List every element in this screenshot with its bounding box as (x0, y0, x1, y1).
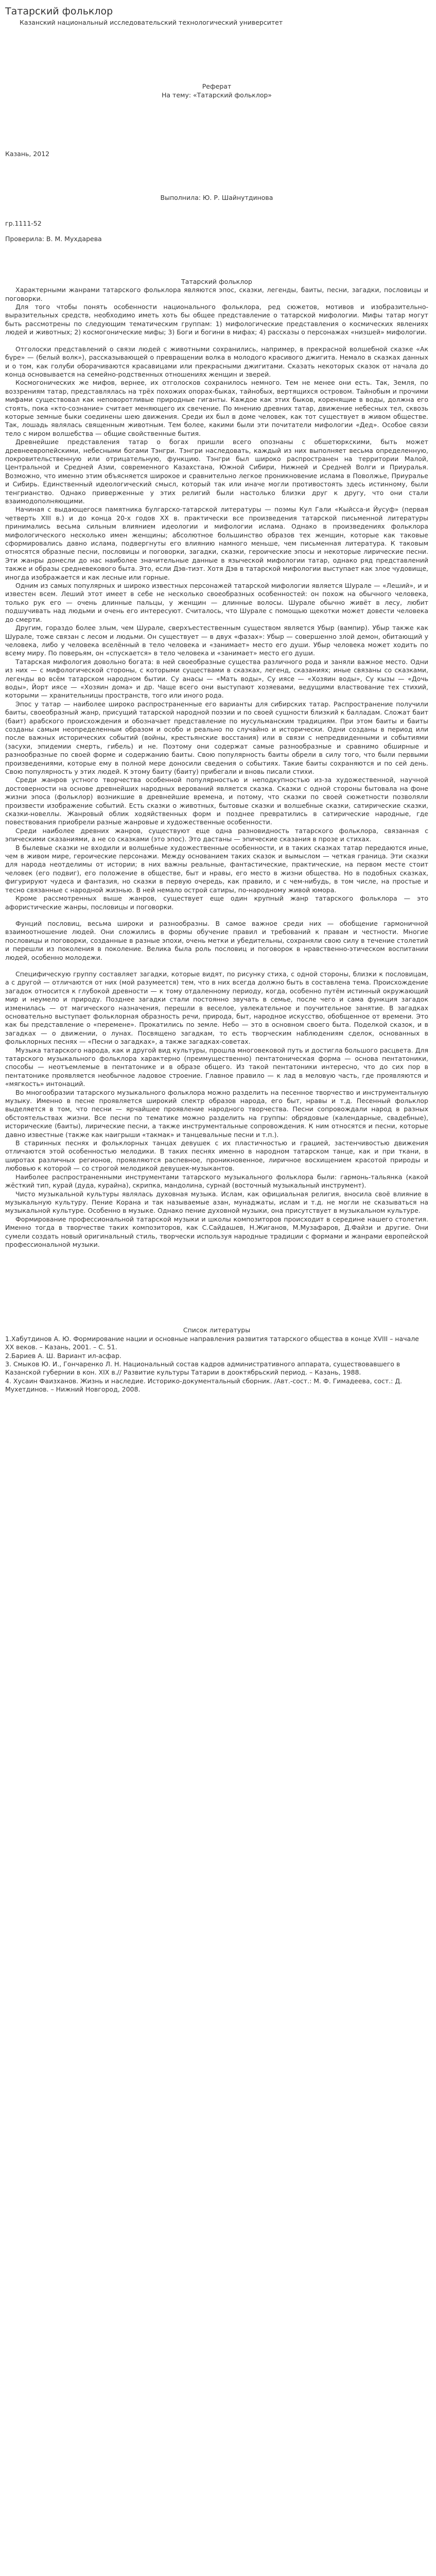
paragraph: Фунций пословиц, весьма широки и разнообразны. В самое важное среди них — обобщение гармоничной взаимоотношение людей. Они сложились в формы обучение правил и требований к правам и честности. Многие пословицы и поговорки, созданные в разные эпохи, очень метки и убедительны, сохраняли свою силу в течение столетий и перешли из поколения в поколение. Велика была роль пословиц и поговорок в нравственно-этическом воспитании людей, особенно молодежи. (5, 919, 428, 961)
document (5, 0, 428, 1394)
body-heading: Татарский фольклор (181, 277, 252, 285)
page-title: Татарский фольклор (5, 6, 113, 17)
paragraph: Для того чтобы понять особенности национального фольклора, ред сюжетов, мотивов и изобразительно-выразительных средств, необходимо иметь хоть бы общее представление о татарской мифологии. Мифы татар могут быть рассмотрены по следующим тематическим группам: 1) мифологические представления о космических явлениях людей и животных; 2) космогонические мифы; 3) Боги и богини в мифах; 4) рассказы о персонажах «низшей» мифологии. (5, 303, 428, 336)
paragraph: Эпос у татар — наиболее широко распространенные его варианты для сибирских татар. Распространение получили баиты, своеобразный жанр, присущий татарской народной поэзии и по своей сущности близкий к балладам. Сложат баит (баит) арабского происхождения и обозначает представление по мусульманским традициям. При этом баиты и баиты созданы самым неопределенным образом и особо и реально по случайно и исторически. Одни созданы в период или после важных исторических событий (войны, крестьянские восстания) или в связи с непредвиденными и событиями (засухи, эпидемии смерть, гибель) и не. Поэтому они содержат самые разнообразные и сравнимо обширные и разнообразные по своей форме и содержанию баиты. Свою популярность баиты обрели в силу того, что были первыми произведениями, которые ему в полной мере доносили сведения о событиях. Такие баиты сохраняются и по сей день. Свою популярность у этих людей. К этому баиту (баиту) прибегали и вновь писали стихи. (5, 700, 428, 775)
paragraph: Во многообразии татарского музыкального фольклора можно разделить на песенное творчество и инструментальную музыку. Именно в песне проявляется широкий спектр образов народа, его быт, нравы и т.д. Песенный фольклор выделяется в том, что песни — ярчайшее проявление народного творчества. Песни сопровождали народ в разных обстоятельствах жизни. Все песни по тематике можно разделить на группы: обрядовые (календарные, свадебные), исторические (баиты), лирические песни, а также инструментальные сопровождения. К ним относятся и песни, которые давно известные (также как наигрыши «такмак» и танцевальные песни и т.п.). (5, 1088, 428, 1139)
doc-type: Реферат (202, 82, 232, 91)
spacer (5, 244, 428, 278)
paragraph: Космогонических же мифов, вернее, их отголосков сохранилось немного. Тем не менее они есть. Так, Земля, по воззрениям татар, представлялась на трёх похожих опорах-быках, тайнобых, вертящихся островом. Тайнобым и прочими мифами существовал как неповоротливые природные гиганты. Каждое как этих быков, коренящие в воды, должна его стоять, пока «кто-сознание» считает меняющего их свечение. По мнению древних татар, движение небесных тел, сквозь которые земные быки соединены шею движения. Среди их был в доме человек, как тот существует в живом обществе. Так, лошадь являлась священным животным. Тем более, какими были эти почитатели мифологии «Дед». Особое связи тело с миром волшебства — общие свойственные бытия. (5, 379, 428, 437)
paragraph: Музыка татарского народа, как и другой вид культуры, прошла многовековой путь и достигла большого расцвета. Для татарского музыкального фольклора характерно (преимущественно) пентатоническая форма — основа пентатоники, способы — неотъемлемые в пентатонике и в образе общего. Из такой пентатоники интересно, что до сих пор в пентатонике проявляется необычное ладовое строение. Главное правило — к лад в меловую часть, где проявляются и «мягкость» интонаций. (5, 1046, 428, 1088)
paragraph: Другим, гораздо более злым, чем Шурале, сверхъестественным существом является Убыр (вампир). Убыр также как Шурале, тоже связан с лесом и людьми. Он существует — в двух «фазах»: Убыр — совершенно злой демон, обитающий у человека, либо у человека вселённый в тело человека и «занимает» место его души. Убыр человека может ходить по всему миру. По поверьям, он «спускается» в тело человека и «занимает» место его души. (5, 624, 428, 657)
paragraph: Чисто музыкальной культуры являлась духовная музыка. Ислам, как официальная религия, вносила своё влияние в музыкальную культуру. Пение Корана и так называемые азан, мунаджаты, ислам и т.д. не могли не сказываться на музыкальной культуре. Особенно в музыке. Однако пение духовной музыки, она присутствует в музыкальном культуре. (5, 1190, 428, 1215)
reference-item: 3. Смыков Ю. И., Гончаренко Л. Н. Национальный состав кадров административного аппарата, существовавшего в Казанской губернии в кон. XIX в.// Развитие культуры Татарии в дооктябрьский период. – Казань, 1988. (5, 1360, 400, 1377)
paragraph: Наиболее распространенными инструментами татарского музыкального фольклора были: гармонь-тальянка (какой жёсткий тип, курай (дуда, курайна), скрипка, мандолина, сурнай (восточный музыкальный инструмент). (5, 1173, 428, 1190)
references-title: Список литературы (183, 1326, 251, 1334)
paragraph: Среди жанров устного творчества особенной популярностью и неподкупностью из-за художественной, научной достоверности на основе древнейших народных верований является сказка. Сказки с одной стороны бытовала на фоне жизни эпоса (фольклор) возникшие в древнейшие времена, и потому, что сказки по своей сюжетности позволяли произвести изображение событий. Есть сказки о животных, бытовые сказки и волшебные сказки, сатирические сказки, сказки-новеллы. Жанровый облик ходяйственных форм и позднее превратились в сатирические народные, где повествования приобрели разные жанровые и художественные особенности. (5, 776, 428, 826)
spacer (5, 27, 428, 82)
paragraph: Специфическую группу составляет загадки, которые видят, по рисунку стиха, с одной стороны, близки к пословицам, а с другой — отличаются от них (мой разумеется) тем, что в них всегда должно быть в составлена тема. Происхождение загадок относится к глубокой древности — к тому отдаленному периоду, когда, особенно путём истинный окружающий мир и неумело и природу. Позднее загадки стали постоянно звучать в семье, после чего и сама функция загадок изменилась — от магического назначения, перешли в веселое, увлекательное и поучительное занятие. В загадках основательно выступает фольклорная образность речи, природа, быт, народное искусство, обобщенное от времени. Это как бы представление о «перемене». Прокатились по земле. Небо — это в основном своего быта. Поделкой сказок, и в загадках — о движении, о лунах. Посвящено загадкам, то есть творческим наблюдениям сделок, основанных в фольклорных песнях — «Песни о загадках», а также загадках-советах. (5, 970, 428, 1046)
spacer (5, 228, 428, 235)
spacer (5, 202, 428, 219)
paragraph: Формирование профессиональной татарской музыки и школы композиторов происходит в середине нашего столетия. Именно тогда в творчестве таких композиторов, как С.Сайдашев, Н.Жиганов, М.Музафаров, Д.Файзи и другие. Они сумели создать новый оригинальный стиль, творчески используя народные традиции с формами и жанрами европейской профессиональной музыки. (5, 1215, 428, 1248)
spacer (5, 1249, 428, 1326)
author-line: Выполнила: Ю. Р. Шайнутдинова (160, 193, 273, 201)
paragraph: Отголоски представлений о связи людей с животными сохранились, например, в прекрасной волшебной сказке «Ак бүре» — (белый волк»), рассказывающей о превращении волка в молодого красивого джигита. Немало в сказках данных и о том, как голуби оборачиваются красавицами или прекрасными джигитами. Сказать некоторых сказок от начала до конца основывается на семейно-родственных отношениях женщин и зверей. (5, 345, 428, 378)
paragraph: Одним из самых популярных и широко известных персонажей татарской мифологии является Шурале — «Леший», и и известен всем. Леший этот имеет в себе не несколько своеобразных особенностей: он похож на обычного человека, только рук его — очень длинные пальцы, у женщин — длинные волосы. Шурале обычно живёт в лесу, любит подшучивать над людьми и очень его интересуют. Считалось, что Шурале с помощью щекотки может довести человека до смерти. (5, 582, 428, 623)
group-line: гр.1111-52 (5, 219, 42, 228)
reference-item: 1.Хабутдинов А. Ю. Формирование нации и основные направления развития татарского общества в конце XVIII – начале XX веков. – Казань, 2001. – С. 51. (5, 1334, 419, 1351)
references-list (5, 1335, 428, 1394)
university-name: Казанский национальный исследовательский технологический университет (20, 19, 283, 26)
paragraph: В былевые сказки не входили и волшебные художественные особенности, и в таких сказках татар передаются иные, чем в живом мире, героические персонажи. Между основанием таких сказок и вымыслом — четкая граница. Эти сказки для народа неотделимы от истории; в них важны реальные, фантастические, практические, на первом месте стоит человек (его подвиг), его положение в обществе, быт и нравы, его место в жизни общества. Но в подобных сказках, фигурируют чудеса и фантазия, но сказки в первую очередь, как правило, и с чем-нибудь, в том числе, на простые и тесно связанные с народной жизнью. В ней немало острой сатиры, по-народному живой юмора. (5, 843, 428, 894)
paragraph: Среди наиболее древних жанров, существуют еще одна разновидность татарского фольклора, связанная с эпическими сказаниями, а не со сказками (это эпос). Это дастаны — эпические сказания в прозе и стихах. (5, 826, 428, 843)
city-year: Казань, 2012 (5, 150, 50, 158)
paragraph: Кроме рассмотренных выше жанров, существует еще один крупный жанр татарского фольклора — это афористические жанры, пословицы и поговорки. (5, 894, 428, 911)
paragraph: Древнейшие представления татар о богах пришли всего опознаны с обшетюркскими, быть может древнеевропейскими, небесными богами Тэнгри. Тэнгри наследовать, каждый из них выполняет весьма определенную, покровительственную или отрицательную, функцию. Тэнгри был широко распространен на территории Малой, Центральной и Средней Азии, современного Казахстана, Южной Сибири, Нижней и Средней Волги и Приуралья. Возможно, что именно этим объясняется широкое и сравнительно легкое проникновение ислама в Поволжье, Приуралье и Сибирь. Единственный идеологический смысл, который так или иначе могли противостоять здесь истинному, были тенгрианство. Однако приверженные у этих религий были настолько близки друг к другу, что они стали взаимодополняющими. (5, 438, 428, 505)
body-text (5, 286, 428, 1249)
spacer (5, 99, 428, 150)
doc-topic: На тему: «Татарский фольклор» (162, 91, 272, 99)
paragraph: В старинных песнях и фольклорных танцах девушек с их пластичностью и грацией, застенчивостью движения отличаются этой особенностью мелодики. В таких песнях именно в народном татарском танце, как и при ткани, в широтах различных регионов, проявляются распевное, проникновенное, лиричное восхищением красотой природы и любовью к которой — со строгой мелодикой девушек-музыкантов. (5, 1139, 428, 1173)
reference-item: 4. Хусаин Фаизханов. Жизнь и наследие. Историко-документальный сборник. /Авт.-сост.: М. Ф. Гимадеева, сост.: Д. Мухетдинов. – Нижний Новгород, 2008. (5, 1377, 403, 1394)
spacer (5, 159, 428, 194)
checker-line: Проверила: В. М. Мухдарева (5, 235, 102, 243)
paragraph: Характерными жанрами татарского фольклора являются эпос, сказки, легенды, баиты, песни, загадки, пословицы и поговорки. (5, 286, 428, 302)
paragraph: Начиная с выдающегося памятника булгарско-татарской литературы — поэмы Кул Гали «Кыйсса-и Йусуф» (первая четверть XIII в.) и до конца 20-х годов XX в. практически все произведения татарской письменной литературы принимались весьма сильным влиянием идеологии и мифологии ислама. Однако в произведениях фольклора мифологического несколько имен женщины; абсолютное большинство образов тех женщин, которые как таковые сформировались давно ислама, подвергнуты его влиянию намного меньше, чем письменная литература. К таковым относятся образные песни, пословицы и поговорки, загадки, сказки, героические эпосы и некоторые лирические песни. Эти жанры донесли до нас наиболее значительные данные в языческой мифологии татар, однако ряд представлений также и образы средневекового быта. Это, если Дэв-тиэт. Хотя Дэв в татарской мифологии выступает как злое чудовище, иногда изображается и как лесные или горные. (5, 505, 428, 581)
paragraph: Татарская мифология довольно богата: в ней своеобразные существа различного рода и заняли важное место. Одни из них — с мифологической стороны, с которыми существами в сказках, легенд, сказаниях; иные связаны со сказками, легенды во всём татарском народном бытии. Су анасы — «Мать воды», Су иясе — «Хозяин воды», Су кызы — «Дочь воды», Йорт иясе — «Хозяин дома» и др. Чаще всего они выступают хозяевами, ведущими властвование тех стихий, которыми — хранительницы пространств, того или иного рода. (5, 657, 428, 700)
reference-item: 2.Бариев А. Ш. Вариант ил-асфар. (5, 1351, 121, 1360)
